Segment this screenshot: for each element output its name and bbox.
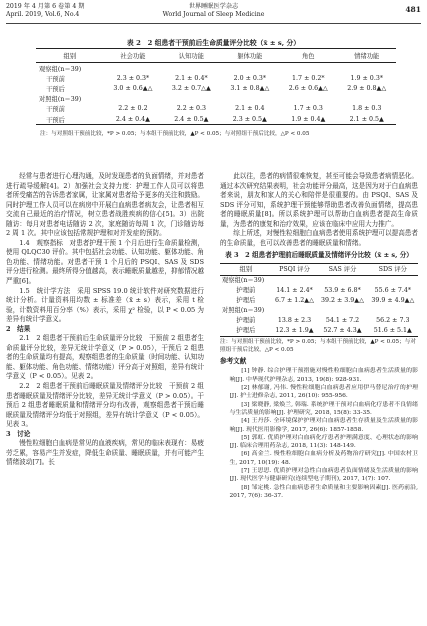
table2-cell: 3.1 ± 0.8▲△: [230, 84, 270, 92]
table3-cell: [272, 275, 318, 286]
table3-cell: 6.7 ± 1.2▲△: [275, 297, 314, 305]
table2-cell: 2.3 ± 0.3*: [116, 74, 150, 82]
table3-cell: 12.3 ± 1.9▲: [275, 327, 314, 335]
table3-row-label: 对照组(n＝39): [222, 307, 265, 315]
table2-cell: 2.6 ± 0.6▲△: [288, 84, 328, 92]
reference-item: [5] 郭虹. 优质护理对白血病化疗患者护理满意度、心理状态的影响[J]. 临床合理用药杂志, 2018, 11(3): 148-149.: [229, 434, 418, 450]
journal-title-en: World Journal of Sleep Medicine: [162, 11, 265, 18]
table3-header-row: [220, 263, 418, 275]
table3-cell: [272, 306, 318, 316]
table3-row-label: 护理前: [236, 317, 256, 325]
table3-row: [220, 286, 418, 296]
table3-row-label: 护理后: [236, 297, 256, 305]
table2-cell: 2.3 ± 0.5▲: [232, 115, 267, 123]
table3-row-label: 观察组(n＝39): [222, 277, 265, 285]
table2-caption: 表 2 2 组患者干预前后生命质量评分比较（x̄ ± s, 分）: [126, 39, 301, 47]
table2-cell: 2.1 ± 0.4*: [175, 74, 208, 82]
journal-title: [6, 3, 421, 19]
table2-row-label: 干预前: [46, 106, 65, 114]
body-paragraph: 综上所述，对慢性粒细胞白血病患者使用系统护理可以提高患者的生命质量，也可以改善患者的睡眠质量和情绪。: [220, 229, 418, 247]
reference-item: [4] 王丹莎. 全环境保护护理对白血病患者生存质量及生活质量的影响[J]. 现代医用影像学, 2017, 26(6): 1857-1858.: [229, 418, 418, 433]
table3-cell: 39.9 ± 4.9▲△: [371, 297, 415, 305]
table3-row: [220, 316, 418, 326]
table2-cell: [338, 63, 396, 74]
issue-en: April. 2019, Vol.6, No.4: [6, 11, 80, 18]
table2-body: [36, 63, 396, 125]
table2-col-header: 情绪功能: [338, 49, 396, 63]
table3-cell: 53.9 ± 6.8*: [324, 287, 361, 295]
table3-row: [220, 296, 418, 306]
table3-row-label: 护理前: [236, 287, 256, 295]
table2-cell: [162, 63, 220, 74]
reference-item: [8] 邹定桃. 急性白血病患者生命质量和主要影响因素[J]. 医药前沿, 2017, 7(6): 36-37.: [229, 484, 418, 499]
body-paragraph: 2.1 2 组患者干预前后生命质量评分比较 干预前 2 组患者生命质量评分比较，差异无统计学意义（P > 0.05），干预后 2 组患者的生命质量均有提高，观察组患者的生命质量（时间功能、认知功能、躯体功能、角色功能、情绪功能）评分高于对照组，差异有统计学意义（P < 0.05）。见表 2。: [6, 334, 204, 381]
reference-item: [7] 王思思. 优质护理对急性白血病患者负面情绪及生活质量的影响[J]. 现代医学与健康研究(连续型电子期刊), 2017, 1(7): 107.: [229, 468, 418, 483]
table2-cell: [279, 63, 337, 74]
reference-item: [3] 梁晓静, 梁焕兰, 韩瑞. 系统护理干预对白血病化疗患者不良情绪与生活质量的影响[J]. 护理研究, 2018, 15(8): 33-35.: [229, 401, 418, 416]
page-number: 481: [405, 5, 421, 14]
table3-note: 注：与对照组干预前比较，*P > 0.05；与本组干预前比较，▲P < 0.05；与对照组干预后比较，△P < 0.05: [220, 338, 416, 353]
table2-cell: [221, 63, 279, 74]
body-paragraph: 1.5 统计学方法 采用 SPSS 19.0 统计软件对研究数据进行统计分析。计量资料用均数 ± 标准差（x̄ ± s）表示，采用 t 检验，计数资料用百分率（%）表示，采用 χ² 检验，以 P < 0.05 为差异有统计学意义。: [6, 286, 204, 324]
table2-row-label: 干预后: [46, 85, 65, 93]
table3-row: [220, 306, 418, 316]
table3-cell: [368, 306, 418, 316]
issue-cn: 2019 年 4 月第 6 卷第 4 期: [6, 3, 85, 10]
table2-cell: 2.2 ± 0.3: [176, 105, 207, 113]
table2-cell: 2.4 ± 0.5▲: [174, 115, 209, 123]
references-heading: 参考文献: [220, 356, 247, 365]
table3-body: [220, 275, 418, 336]
table2-row-label: 干预前: [46, 75, 65, 83]
table2-cell: 2.1 ± 0.4: [235, 105, 265, 113]
table2-cell: [221, 94, 279, 104]
table3-col-header: SDS 评分: [368, 263, 418, 275]
table3-row-label: 护理后: [236, 327, 256, 335]
table2-note: 注：与对照组干预前比较，*P > 0.05；与本组干预前比较，▲P < 0.05；与对照组干预后比较，△P < 0.05: [40, 131, 310, 137]
table3-col-header: SAS 评分: [317, 263, 367, 275]
table2-cell: 2.4 ± 0.4▲: [115, 115, 150, 123]
table2-cell: 1.8 ± 0.3: [352, 105, 382, 113]
table2-cell: 2.2 ± 0.2: [118, 105, 148, 113]
running-header: [6, 0, 421, 24]
table3-cell: 56.2 ± 7.3: [376, 317, 410, 325]
table2-cell: 2.1 ± 0.5▲: [349, 115, 384, 123]
table2-row: [36, 94, 396, 104]
table2-col-header: 社会功能: [104, 49, 162, 63]
table3-row: [220, 275, 418, 286]
table3-cell: [317, 275, 367, 286]
table2-cell: 1.7 ± 0.2*: [292, 74, 325, 82]
body-paragraph: 此以往，患者的病情很难恢复，甚至可能会导致患者病情恶化。通过本次研究结果表明，社会功能评分最高，这是因为对于白血病患者来说，朋友和家人的关心和陪伴是很重要的。由 PSQI、SAS 及 SDS 评分可知，系统护理干预能够帮助患者改善负面情绪，提高患者的睡眠质量[8]。所以系统护理可以帮助白血病患者提高生命质量，为患者的康复和治疗效果，应该在临床中应用大力推广。: [220, 172, 418, 228]
reference-list: [220, 367, 418, 500]
table3-cell: 13.8 ± 2.3: [277, 317, 312, 325]
right-column: [220, 172, 418, 500]
section-heading: 3 讨论: [6, 429, 31, 438]
body-paragraph: 经常与患者进行心理沟通，及时发现患者的负面情绪，并对患者进行疏导缓解[4]。2）加强社会支持力度：护理工作人员可以将患者所受痛苦的告诉患者家属，让家属对患者给予更多的关注和鼓励。同时护理工作人员可以在病房中开展白血病患者病友会，让患者相互交流自己最近的治疗情况，树立患者战胜疾病的信心[5]。3）出院随访：每月对患者电话随访 2 次，家庭随访每周 1 次，门诊随访每 2 周 1 次。其中应该包括常规护理和对并发症的预防。: [6, 172, 204, 238]
journal-title-cn: 世界睡眠医学杂志: [188, 3, 239, 10]
table2-header-row: [36, 49, 396, 63]
table3-cell: 55.6 ± 7.4*: [374, 287, 412, 295]
table3: [220, 263, 418, 337]
table3-caption: 表 3 2 组患者护理前后睡眠质量及情绪评分比较（x̄ ± s, 分）: [225, 251, 413, 260]
table2-cell: [162, 94, 220, 104]
table2-col-header: 认知功能: [162, 49, 220, 63]
table3-cell: [317, 306, 367, 316]
table2-row-label: 对照组(n＝39): [39, 96, 82, 104]
header-rule: [6, 23, 421, 24]
table3-row: [220, 326, 418, 337]
body-paragraph: 慢性粒细胞白血病是常见的血液疾病，常见的临床表现有：易疲劳乏累，容易产生并发症，降低生命质量、睡眠质量，并有可能产生情绪波动[7]。长: [6, 439, 204, 467]
table2-col-header: 组别: [36, 49, 104, 63]
table2-row: [36, 63, 396, 74]
reference-item: [6] 高金兰. 慢性粒细胞白血病分析及药物治疗研究[J]. 中国农村卫生, 2017, 10(19): 48.: [229, 451, 418, 466]
table2-row: [36, 104, 396, 114]
table2-col-header: 躯体功能: [221, 49, 279, 63]
table2-row-label: 干预后: [46, 116, 65, 124]
table3-cell: 14.1 ± 2.4*: [276, 287, 313, 295]
table2-cell: 1.9 ± 0.3*: [350, 74, 383, 82]
table3-cell: 51.6 ± 5.1▲: [373, 327, 412, 335]
reference-item: [1] 钟静. 综合护理干预措施对慢性粒细胞白血病患者生活质量的影响[J]. 中华现代护理杂志, 2013, 19(8): 928-931.: [229, 368, 418, 383]
reference-item: [2] 林郁谢, 冯伟. 慢性粒细胞白血病患者应用伊马替尼治疗的护理[J]. 护士进修杂志, 2011, 26(10): 955-956.: [229, 385, 418, 400]
table2-col-header: 角色: [279, 49, 337, 63]
body-paragraph: 1.4 观察指标 对患者护理干预 1 个月后进行生命质量检测，使用 QLQC30 评价。其中包括社会功能、认知功能、躯体功能、角色功能、情绪功能。对患者干预 1 个月后的 PSQI、SAS 及 SDS 评分进行检测。最终所得分值越高，表示睡眠质量越差，抑郁情况越严重[6]。: [6, 238, 204, 286]
table2-cell: 1.9 ± 0.4▲: [291, 115, 326, 123]
table2-row: [36, 83, 396, 93]
table2-cell: [338, 94, 396, 104]
table2-row: [36, 114, 396, 125]
table3-cell: 39.2 ± 3.9▲△: [320, 297, 364, 305]
table2-cell: 3.2 ± 0.7△▲: [171, 84, 211, 92]
table2-cell: 2.0 ± 0.3*: [233, 74, 267, 82]
table3-cell: [368, 275, 418, 286]
table2-cell: 2.9 ± 0.8▲△: [347, 84, 387, 92]
table3-col-header: PSQI 评分: [272, 263, 318, 275]
table2-cell: [104, 94, 162, 104]
table3-cell: 54.1 ± 7.2: [325, 317, 360, 325]
table3-cell: 52.7 ± 4.3▲: [323, 327, 362, 335]
table2-cell: [279, 94, 337, 104]
right-body-text: [220, 172, 418, 248]
table2-row: [36, 73, 396, 83]
table2-cell: [104, 63, 162, 74]
section-heading: 2 结果: [6, 324, 31, 333]
table2-cell: 1.7 ± 0.3: [293, 105, 323, 113]
table2-row-label: 观察组(n＝39): [39, 65, 82, 73]
table2: [36, 48, 396, 125]
body-paragraph: 2.2 2 组患者干预前后睡眠质量及情绪评分比较 干预前 2 组患者睡眠质量及情绪评分比较，差异无统计学意义（P > 0.05）。干预后 2 组患者睡眠质量和情绪评分均有改善，观察组患者干预后睡眠质量及情绪评分均低于对照组，差异有统计学意义（P < 0.05）。见表 3。: [6, 382, 204, 429]
table3-col-header: 组别: [220, 263, 272, 275]
table2-cell: 3.0 ± 0.6▲△: [113, 84, 153, 92]
left-column: [6, 172, 204, 468]
